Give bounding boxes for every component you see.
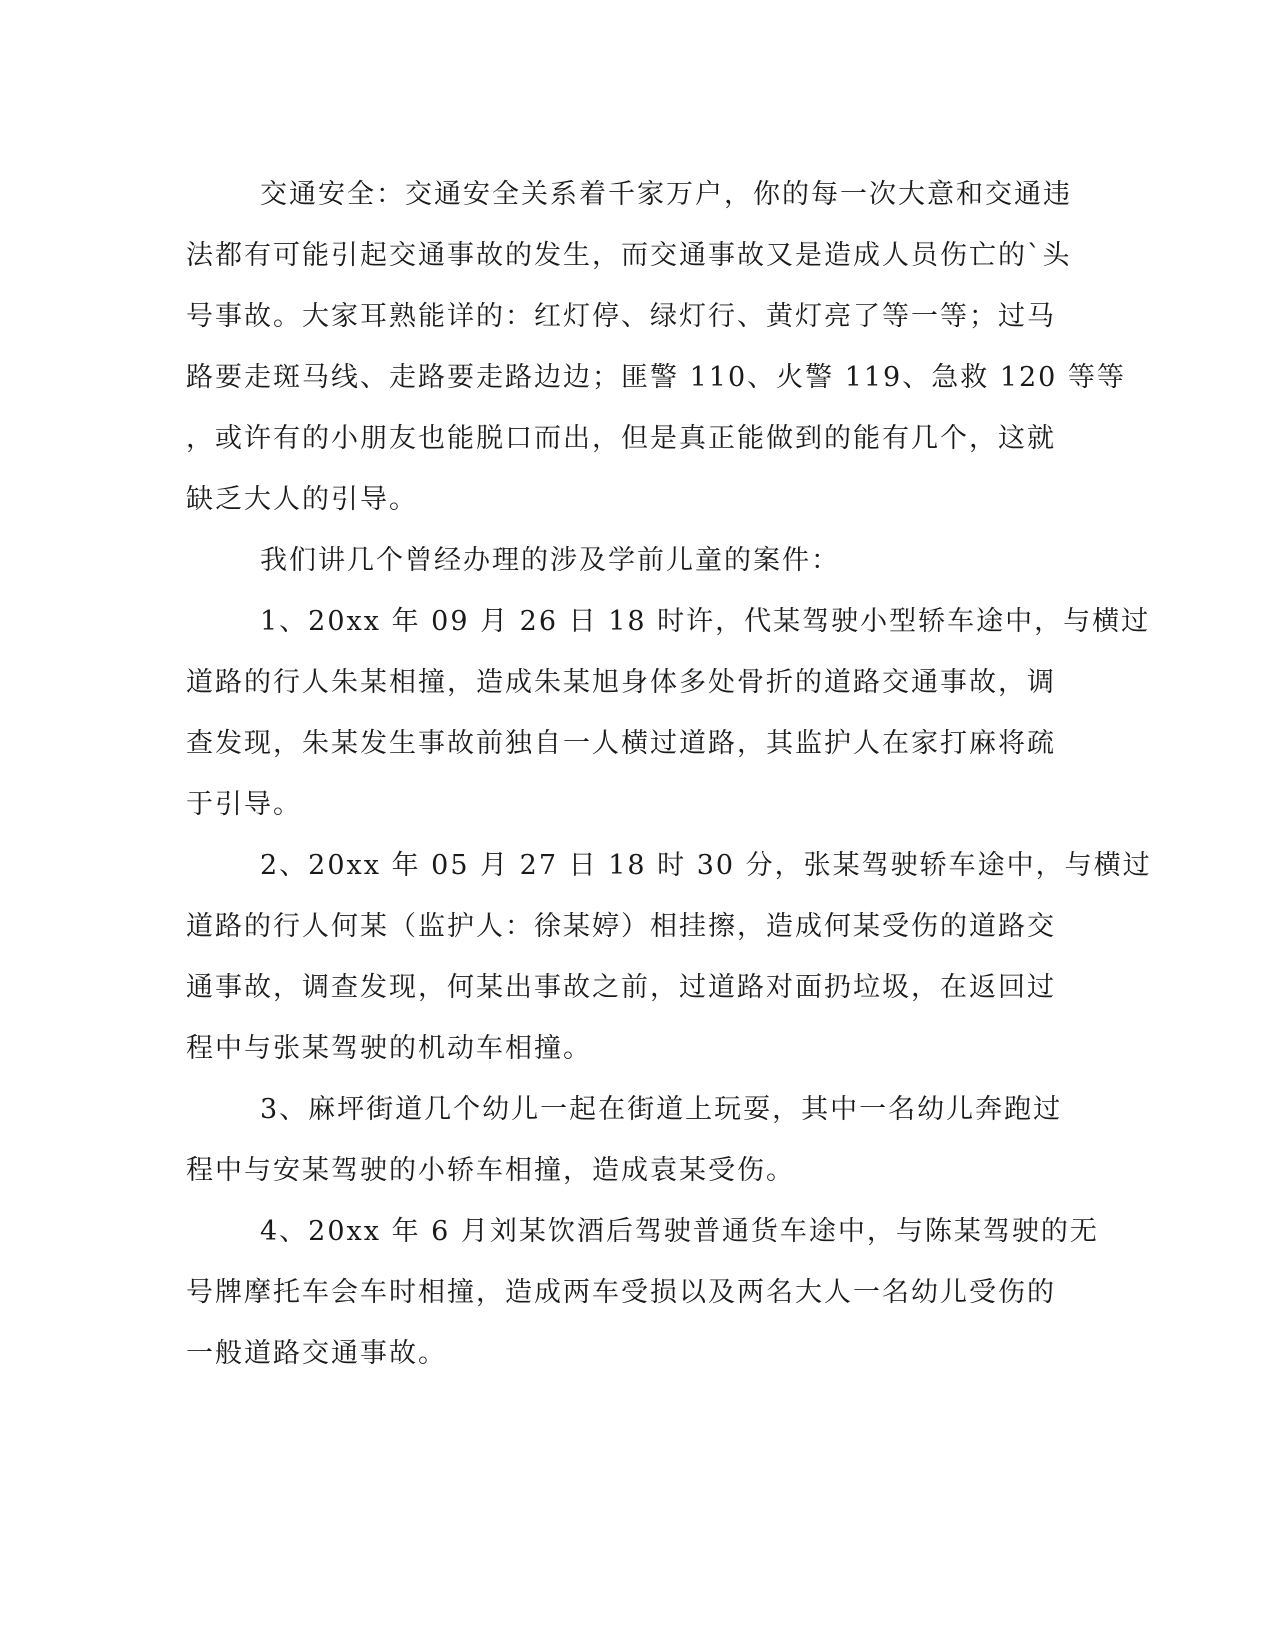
document-body — [186, 164, 1152, 1384]
text-line: 4、20xx 年 6 月刘某饮酒后驾驶普通货车途中，与陈某驾驶的无 — [260, 1216, 1099, 1247]
paragraph-case-1 — [186, 591, 1151, 835]
paragraph-case-2 — [186, 835, 1152, 1079]
text-line: 于引导。 — [186, 789, 302, 820]
text-line: 1、20xx 年 09 月 26 日 18 时许，代某驾驶小型轿车途中，与横过 — [260, 606, 1151, 637]
text-line: 2、20xx 年 05 月 27 日 18 时 30 分，张某驾驶轿车途中，与横过 — [260, 850, 1152, 881]
paragraph-case-3 — [186, 1079, 1066, 1201]
text-line: 交通安全：交通安全关系着千家万户，你的每一次大意和交通违 — [260, 179, 1072, 210]
text-line: 道路的行人何某（监护人：徐某婷）相挂擦，造成何某受伤的道路交 — [186, 911, 1056, 942]
text-line: 程中与张某驾驶的机动车相撞。 — [186, 1033, 592, 1064]
text-line: ，或许有的小朋友也能脱口而出，但是真正能做到的能有几个，这就 — [186, 423, 1056, 454]
text-line: 通事故，调查发现，何某出事故之前，过道路对面扔垃圾，在返回过 — [186, 972, 1056, 1003]
text-line: 路要走斑马线、走路要走路边边；匪警 110、火警 119、急救 120 等等 — [186, 362, 1126, 393]
text-line: 3、麻坪街道几个幼儿一起在街道上玩耍，其中一名幼儿奔跑过 — [260, 1094, 1063, 1125]
text-line: 我们讲几个曾经办理的涉及学前儿童的案件： — [260, 545, 840, 576]
text-line: 号事故。大家耳熟能详的：红灯停、绿灯行、黄灯亮了等一等；过马 — [186, 301, 1056, 332]
paragraph-case-4 — [186, 1201, 1099, 1384]
paragraph-traffic-safety — [186, 164, 1126, 530]
text-line: 法都有可能引起交通事故的发生，而交通事故又是造成人员伤亡的`头 — [186, 240, 1072, 271]
text-line: 一般道路交通事故。 — [186, 1338, 447, 1369]
text-line: 道路的行人朱某相撞，造成朱某旭身体多处骨折的道路交通事故，调 — [186, 667, 1056, 698]
text-line: 缺乏大人的引导。 — [186, 484, 418, 515]
text-line: 查发现，朱某发生事故前独自一人横过道路，其监护人在家打麻将疏 — [186, 728, 1056, 759]
paragraph-cases-intro — [186, 530, 1066, 591]
text-line: 程中与安某驾驶的小轿车相撞，造成袁某受伤。 — [186, 1155, 795, 1186]
text-line: 号牌摩托车会车时相撞，造成两车受损以及两名大人一名幼儿受伤的 — [186, 1277, 1056, 1308]
